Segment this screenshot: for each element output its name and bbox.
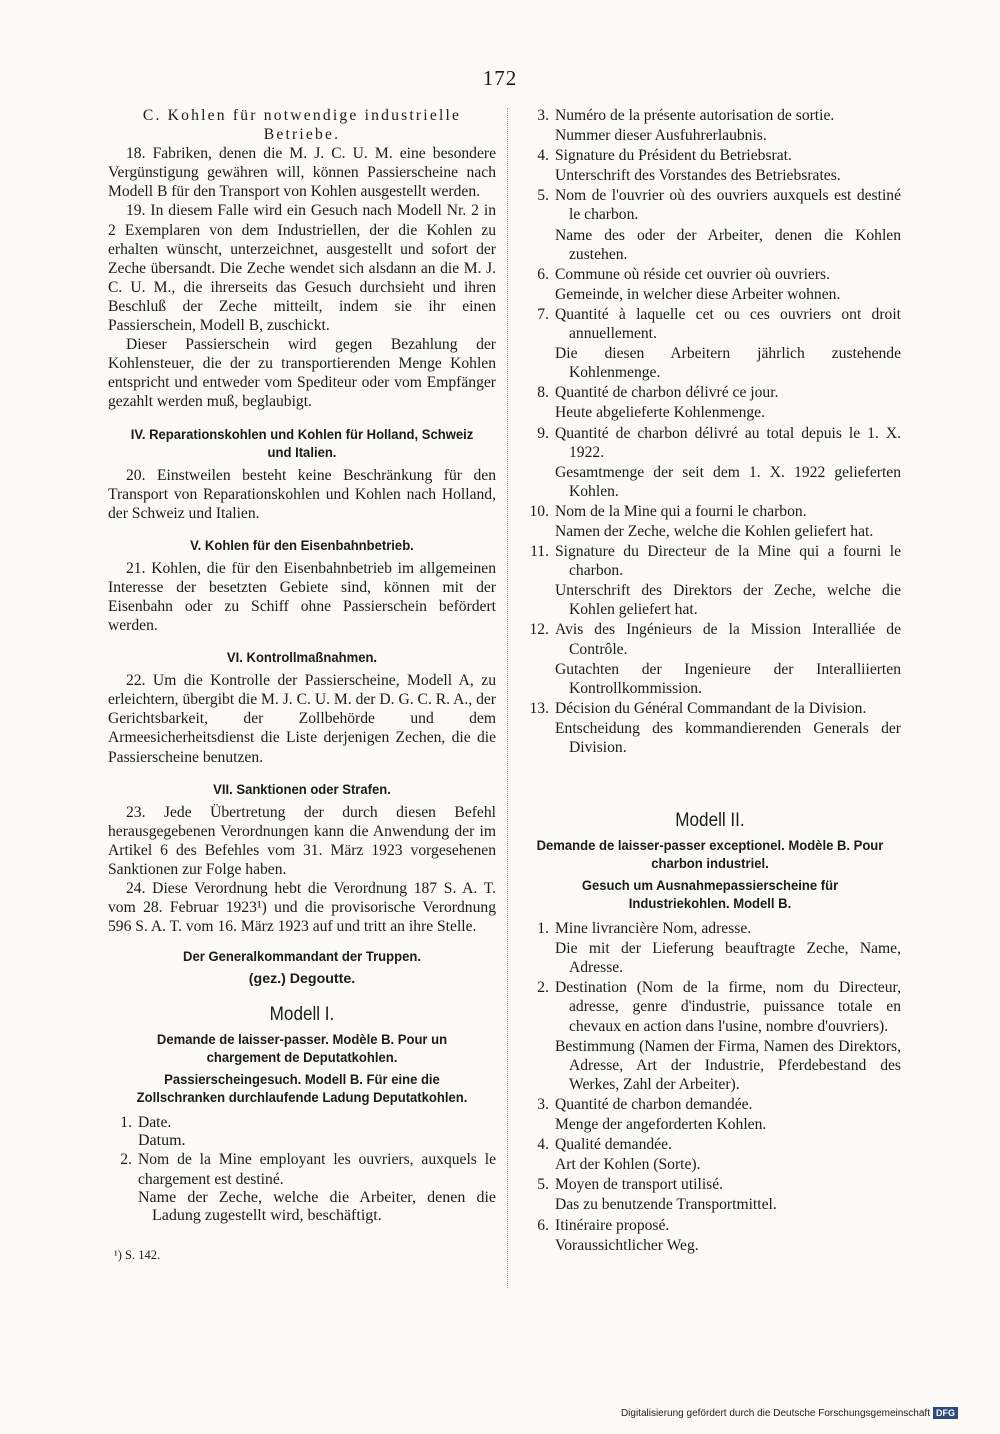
item-fr: Nom de l'ouvrier où des ouvriers auxquels est destiné le charbon.	[555, 187, 901, 224]
item-number: 1.	[537, 920, 549, 938]
list-item	[519, 424, 901, 501]
item-de: Unterschrift des Direktors der Zeche, welche die Kohlen geliefert hat.	[555, 582, 901, 619]
page-number: 172	[482, 66, 518, 90]
item-fr: Numéro de la présente autorisation de sortie.	[555, 107, 835, 124]
item-number: 5.	[537, 1176, 549, 1194]
item-de: Bestimmung (Namen der Firma, Namen des Direktors, Adresse, Art der Industrie, Pferdebestand des Werkes, Zahl der Arbeiter).	[555, 1037, 901, 1093]
list-item	[519, 919, 901, 977]
list-item	[519, 699, 901, 757]
item-fr: Commune où réside cet ouvrier où ouvriers.	[555, 265, 830, 283]
item-number: 12.	[529, 621, 549, 639]
item-number: 3.	[537, 1095, 549, 1113]
item-number: 6.	[537, 265, 549, 283]
credit-text: Digitalisierung gefördert durch die Deutsche Forschungsgemeinschaft	[620, 1407, 930, 1419]
item-de: Gemeinde, in welcher diese Arbeiter wohnen.	[555, 285, 841, 303]
list-item	[519, 265, 901, 304]
model-1-item-2	[108, 1150, 496, 1224]
item-fr: Destination (Nom de la firme, nom du Directeur, adresse, genre d'industrie, puissance totale en chevaux en action dans l'usine, nombre d'ouvriers).	[555, 979, 901, 1035]
item-de: Die diesen Arbeitern jährlich zustehende Kohlenmenge.	[555, 345, 901, 382]
item-number: 11.	[530, 543, 549, 561]
item-number: 8.	[537, 384, 549, 402]
model-2-subtitle-fr: Demande de laisser-passer exceptionel. Modèle B. Pour charbon industriel.	[536, 838, 884, 873]
paragraph-20: 20. Einstweilen besteht keine Beschränkung für den Transport von Reparationskohlen und Kohlen nach Holland, der Schweiz und Italien.	[108, 466, 496, 522]
item-number: 10.	[529, 502, 549, 520]
left-column	[108, 106, 496, 1263]
item-de: Namen der Zeche, welche die Kohlen geliefert hat.	[555, 522, 874, 540]
list-item	[519, 186, 901, 263]
section-vii-heading: VII. Sanktionen oder Strafen.	[213, 781, 391, 798]
model-1-subtitle-de: Passierscheingesuch. Modell B. Für eine die Zollschranken durchlaufende Ladung Deputatkohlen.	[136, 1072, 468, 1107]
list-item	[519, 620, 901, 697]
item-number: 7.	[537, 305, 549, 323]
signature-name: (gez.) Degoutte.	[248, 971, 356, 988]
section-c-heading: C. Kohlen für notwendige industrielle Betriebe.	[142, 107, 462, 144]
paragraph-22: 22. Um die Kontrolle der Passierscheine, Modell A, zu erleichtern, übergibt die M. J. C. U. M. der D. G. C. R. A., der Gerichtsbarkeit, der Zollbehörde und dem Armeesicherheitsdienst die Liste derjenigen Zechen, die die Passierscheine benutzen.	[108, 672, 496, 766]
paragraph-23: 23. Jede Übertretung der durch diesen Befehl herausgegebenen Verordnungen kann die Anwendung der im Artikel 6 des Befehles vom 31. März 1923 vorgesehenen Sanktionen zur Folge haben.	[108, 803, 496, 878]
section-vi-heading: VI. Kontrollmaßnahmen.	[226, 650, 378, 667]
item-fr: Moyen de transport utilisé.	[555, 1176, 724, 1194]
item-number: 4.	[537, 1136, 549, 1154]
section-v-heading: V. Kohlen für den Eisenbahnbetrieb.	[190, 537, 414, 554]
column-divider	[507, 108, 508, 1288]
list-item	[519, 383, 901, 422]
model-1-subtitle-fr: Demande de laisser-passer. Modèle B. Pour un chargement de Deputatkohlen.	[156, 1032, 448, 1067]
paragraph-24: 24. Diese Verordnung hebt die Verordnung 187 S. A. T. vom 28. Februar 1923¹) und die provisorische Verordnung 596 S. A. T. vom 16. März 1923 auf und tritt an ihre Stelle.	[108, 880, 496, 936]
item-fr: Avis des Ingénieurs de la Mission Interalliée de Contrôle.	[555, 621, 901, 658]
item-de: Die mit der Lieferung beauftragte Zeche, Name, Adresse.	[555, 940, 901, 977]
item-fr: Quantité de charbon demandée.	[555, 1095, 753, 1113]
list-item	[519, 542, 901, 619]
footer-credit	[621, 1407, 958, 1419]
paragraph-18: 18. Fabriken, denen die M. J. C. U. M. eine besondere Vergünstigung gewähren will, können Passierscheine nach Modell B für den Transport von Kohlen ausgestellt werden.	[108, 145, 496, 201]
list-item	[519, 1095, 901, 1134]
item-de: Nummer dieser Ausfuhrerlaubnis.	[555, 127, 767, 145]
list-item	[519, 1216, 901, 1255]
item-fr: Quantité de charbon délivré ce jour.	[555, 384, 779, 402]
item-number: 13.	[529, 699, 549, 717]
item-number: 2.	[537, 979, 549, 997]
item-de: Gesamtmenge der seit dem 1. X. 1922 gelieferten Kohlen.	[555, 463, 901, 500]
item-number: 6.	[537, 1216, 549, 1234]
item-de: Name der Zeche, welche die Arbeiter, denen die Ladung zugestellt wird, beschäftigt.	[138, 1188, 496, 1224]
item-fr: Itinéraire proposé.	[555, 1216, 670, 1234]
item-fr: Quantité de charbon délivré au total depuis le 1. X. 1922.	[555, 424, 901, 461]
item-de: Heute abgelieferte Kohlenmenge.	[555, 404, 765, 422]
item-fr: Signature du Président du Betriebsrat.	[555, 147, 792, 165]
right-column	[519, 106, 901, 1256]
paragraph-19b: Dieser Passierschein wird gegen Bezahlung der Kohlensteuer, die der zu transportierenden Menge Kohlen entspricht und entweder vom Spediteur oder vom Empfänger gezahlt werden muß, beglaubigt.	[108, 336, 496, 411]
item-de: Entscheidung des kommandierenden Generals der Division.	[555, 719, 901, 756]
dfg-logo: DFG	[933, 1407, 958, 1419]
signature-title: Der Generalkommandant der Truppen.	[183, 949, 421, 966]
item-number: 5.	[537, 187, 549, 205]
model-1-item-1	[108, 1113, 496, 1150]
footnote: ¹) S. 142.	[114, 1247, 161, 1262]
item-fr: Nom de la Mine qui a fourni le charbon.	[555, 502, 807, 520]
item-de: Menge der angeforderten Kohlen.	[555, 1116, 767, 1134]
list-item	[519, 502, 901, 541]
item-fr: Signature du Directeur de la Mine qui a fourni le charbon.	[555, 543, 901, 580]
item-fr: Date.	[138, 1114, 172, 1132]
list-item	[519, 978, 901, 1094]
item-number: 1.	[120, 1114, 132, 1132]
item-de: Name des oder der Arbeiter, denen die Kohlen zustehen.	[555, 226, 901, 263]
item-de: Unterschrift des Vorstandes des Betriebsrates.	[555, 167, 841, 185]
item-de: Art der Kohlen (Sorte).	[555, 1156, 701, 1174]
model-2-items	[519, 919, 901, 1255]
model-1-items-continued	[519, 106, 901, 757]
paragraph-19: 19. In diesem Falle wird ein Gesuch nach Modell Nr. 2 in 2 Exemplaren von dem Industriellen, der die Kohlen zu erhalten wünscht, unterzeichnet, ausgestellt und sofort der Zeche übersandt. Die Zeche wendet sich alsdann an die M. J. C. U. M., die ihrerseits das Gesuch durchsieht und ihren Beschluß der Zeche mitteilt, indem sie ihr einen Passierschein, Modell B, zuschickt.	[108, 202, 496, 335]
model-1-title: Modell I.	[269, 1004, 335, 1026]
item-fr: Décision du Général Commandant de la Division.	[555, 699, 867, 717]
item-number: 9.	[537, 424, 549, 442]
list-item	[519, 106, 901, 145]
item-de: Voraussichtlicher Weg.	[555, 1236, 699, 1254]
item-number: 3.	[537, 107, 549, 124]
list-item	[519, 1175, 901, 1214]
item-de: Gutachten der Ingenieure der Interalliierten Kontrollkommission.	[555, 660, 901, 697]
item-de: Das zu benutzende Transportmittel.	[555, 1196, 777, 1214]
list-item	[519, 1135, 901, 1174]
item-number: 4.	[537, 147, 549, 165]
item-fr: Nom de la Mine employant les ouvriers, auxquels le chargement est destiné.	[138, 1151, 496, 1188]
item-fr: Mine livrancière Nom, adresse.	[555, 920, 752, 938]
model-2-title: Modell II.	[675, 810, 745, 832]
section-iv-heading: IV. Reparationskohlen und Kohlen für Holland, Schweiz und Italien.	[130, 426, 474, 461]
paragraph-21: 21. Kohlen, die für den Eisenbahnbetrieb im allgemeinen Interesse der besetzten Gebiete sind, können mit der Eisenbahn oder zu Schiff ohne Passierschein befördert werden.	[108, 559, 496, 635]
item-fr: Quantité à laquelle cet ou ces ouvriers ont droit annuellement.	[555, 305, 901, 343]
item-number: 2.	[120, 1151, 132, 1169]
list-item	[519, 305, 901, 382]
model-2-subtitle-de: Gesuch um Ausnahmepassierscheine für Industriekohlen. Modell B.	[581, 878, 839, 913]
item-fr: Qualité demandée.	[555, 1136, 672, 1154]
item-de: Datum.	[138, 1132, 186, 1150]
list-item	[519, 146, 901, 185]
